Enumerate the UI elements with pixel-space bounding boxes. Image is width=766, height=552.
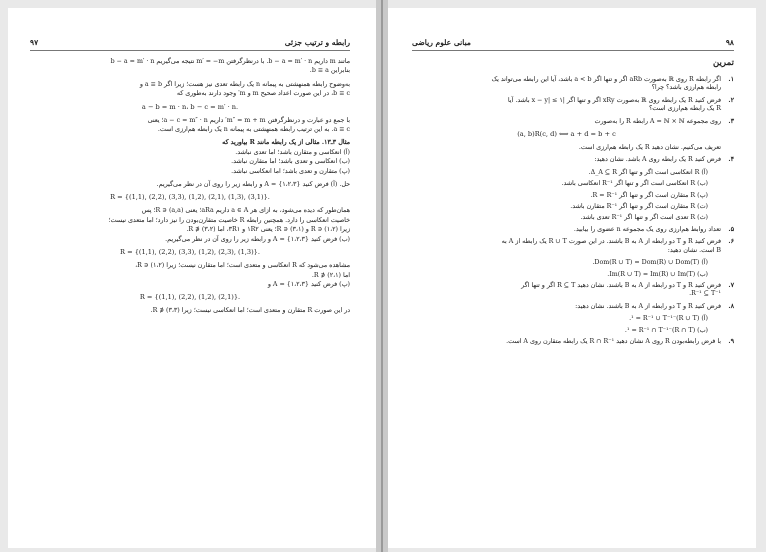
solution-line: حل. (آ) فرض کنید A = {۱،۲،۳} و رابطه زیر را روی آن در نظر می‌گیریم. bbox=[156, 181, 350, 189]
equation: R = {(1,1), (2,2), (3,3), (1,2), (2,3), (1,3)}. bbox=[120, 248, 260, 257]
exercise-number: ۴. bbox=[728, 156, 734, 164]
exercise-item bbox=[412, 238, 734, 255]
exercise-line: R⁻¹ ⊆ T⁻¹. bbox=[689, 290, 721, 298]
text-line: b ≡ c، در این صورت اعداد صحیح m و m′ وجود دارند به‌طوری که bbox=[176, 90, 350, 98]
sub-item: (آ) Dom(R ∪ T) = Dom(R) ∪ Dom(T). bbox=[592, 259, 708, 267]
sub-item: (آ) R انعکاسی است اگر و تنها اگر Δ_A ⊆ R. bbox=[588, 168, 708, 176]
text-line: بنابراین b ≡ a. bbox=[309, 67, 350, 75]
text-line: همان‌طور که دیده می‌شود، به ازای هر a ∈ A داریم aRa؛ یعنی (a,a) ∈ R؛ پس bbox=[141, 207, 350, 215]
sub-item: (پ) R متقارن است اگر و تنها اگر R = R⁻¹. bbox=[590, 191, 708, 199]
equation: R = {(1,1), (2,2), (3,3), (1,2), (2,1), (1,3), (3,1)}. bbox=[110, 193, 270, 202]
sub-item: (ب) R انعکاسی است اگر و تنها اگر R⁻¹ انعکاسی باشد. bbox=[561, 180, 708, 188]
exercise-item bbox=[412, 303, 734, 311]
text-line: زیرا (۱،۲) ∈ R و (۳،۱) ∈ R؛ یعنی ۱R۲ و ۳R۱، اما (۳،۲) ∉ R. bbox=[186, 226, 350, 234]
exercise-line: اگر رابطه R روی ℝ به‌صورت aRb اگر و تنها اگر a < b باشد، آیا این رابطه می‌تواند یک bbox=[491, 76, 721, 83]
exercise-number: ۸. bbox=[728, 302, 734, 310]
sub-item: (ب) (R ∩ T)⁻¹ = R⁻¹ ∩ T⁻¹. bbox=[624, 326, 708, 334]
sub-item: (ث) R تعدی است اگر و تنها اگر R⁻¹ تعدی باشد. bbox=[580, 214, 708, 222]
text-line: با جمع دو عبارت و درنظرگرفتن m″ = m + m′ داریم a − c = m″ · n؛ یعنی bbox=[147, 116, 350, 124]
text-line: (آ) انعکاسی و متقارن باشد؛ اما تعدی نباشد. bbox=[235, 148, 350, 156]
page-number: ۹۷ bbox=[30, 38, 39, 47]
section-title: تمرین bbox=[712, 58, 734, 68]
exercise-number: ۷. bbox=[728, 281, 734, 289]
exercise-line: روی مجموعه A = ℕ × ℕ رابطه R را به‌صورت bbox=[594, 117, 721, 125]
exercise-number: ۹. bbox=[728, 337, 734, 345]
page-97 bbox=[8, 8, 376, 548]
sub-item: (آ) (R ∪ T)⁻¹ = R⁻¹ ∪ T⁻¹. bbox=[629, 315, 708, 323]
exercise-line: با فرض رابطه‌بودن R روی A نشان دهید R ∩ R⁻¹ یک رابطه متقارن روی A است. bbox=[506, 337, 721, 345]
text-line: خاصیت انعکاسی را دارد. همچنین رابطه R خاصیت متقارن‌بودن را نیز دارد؛ اما متعدی نیست؛ bbox=[108, 216, 350, 224]
exercise-item bbox=[412, 282, 734, 299]
exercise-line: R یک رابطه هم‌ارزی است؟ bbox=[648, 105, 721, 113]
exercise-number: ۱. bbox=[728, 76, 734, 83]
text-line: (پ) متقارن و تعدی باشد؛ اما انعکاسی نباشد. bbox=[231, 167, 350, 175]
page-header bbox=[30, 38, 350, 51]
equation: R = {(1,1), (2,2), (1,2), (2,1)}. bbox=[139, 293, 241, 302]
text-line: در این صورت R متقارن و متعدی است؛ اما انعکاسی نیست؛ زیرا (۳،۳) ∉ R. bbox=[150, 307, 350, 315]
exercise-item bbox=[412, 76, 734, 93]
exercise-item bbox=[412, 118, 734, 153]
exercise-line: فرض کنید R و T دو رابطه از A به B باشند. نشان دهید: bbox=[575, 302, 721, 310]
text-line: ماتند m داریم b − a = m′ · n. با درنظرگرفتن m′ = −m نتیجه می‌گیریم b − a = m′ · n bbox=[110, 58, 350, 65]
sub-item: (ب) Im(R ∪ T) = Im(R) ∪ Im(T). bbox=[607, 270, 708, 278]
exercise-item bbox=[412, 338, 734, 346]
text-line: (ب) انعکاسی و تعدی باشد؛ اما متقارن نباشد. bbox=[231, 158, 350, 166]
page-number: ۹۸ bbox=[725, 38, 734, 47]
exercise-line: B است. نشان دهید: bbox=[667, 246, 721, 254]
exercise-item bbox=[412, 97, 734, 114]
exercise-line: تعریف می‌کنیم. نشان دهید R یک رابطه هم‌ارزی است. bbox=[578, 144, 721, 152]
text-line: مشاهده می‌شود که R انعکاسی و متعدی است؛ اما متقارن نیست؛ زیرا (۱،۲) ∈ R، bbox=[135, 262, 350, 270]
exercise-number: ۶. bbox=[728, 238, 734, 246]
exercise-item bbox=[412, 226, 734, 234]
equation: a − b = m · n، b − c = m′ · n. bbox=[141, 102, 239, 111]
exercise-line: فرض کنید R و T دو رابطه از A به B باشند. نشان دهید R ⊆ T اگر و تنها اگر bbox=[521, 281, 721, 289]
exercise-line: فرض کنید R یک رابطه روی A باشد. نشان دهید: bbox=[594, 156, 721, 164]
sub-item: (ت) R متقارن است اگر و تنها اگر R⁻¹ متقارن باشد. bbox=[570, 203, 708, 211]
text-line: a ≡ c. به این ترتیب رابطه همنهشتی به پیمانه n یک رابطه هم‌ارزی است. bbox=[157, 126, 350, 134]
exercise-number: ۵. bbox=[728, 225, 734, 233]
exercise-number: ۳. bbox=[728, 117, 734, 125]
exercise-line: تعداد روابط هم‌ارزی روی یک مجموعه n عضوی را بیابید. bbox=[573, 225, 721, 233]
text-line: به‌وضوح رابطه همنهشتی به پیمانه n یک رابطه تعدی نیز هست؛ زیرا اگر a ≡ b و bbox=[139, 80, 350, 88]
exercise-item bbox=[412, 156, 734, 164]
book-gutter bbox=[376, 0, 388, 552]
exercise-number: ۲. bbox=[728, 96, 734, 104]
page-header bbox=[412, 38, 734, 51]
text-line: (ب) فرض کنید A = {۱،۲،۳} و رابطه زیر را روی آن در نظر می‌گیریم. bbox=[165, 235, 350, 243]
text-line: (پ) فرض کنید A = {۱،۲،۳} و bbox=[267, 280, 350, 288]
header-title: رابطه و ترتیب جزئی bbox=[284, 38, 350, 47]
text-line: اما (۲،۱) ∉ R. bbox=[311, 271, 350, 279]
exercise-line: رابطه هم‌ارزی باشد؟ چرا؟ bbox=[651, 84, 721, 92]
exercise-line: فرض کنید R یک رابطه روی ℝ به‌صورت xRy اگر و تنها اگر |x − y| ≤ ۱ باشد. آیا bbox=[507, 96, 721, 104]
equation: (a, b)R(c, d) ⟺ a + d = b + c bbox=[517, 130, 616, 139]
exercise-line: فرض کنید R و T دو رابطه از A به B باشند. در این صورت R ∪ T یک رابطه از A به bbox=[501, 238, 721, 246]
header-title: مبانی علوم ریاضی bbox=[412, 38, 471, 47]
example-title: مثال ۳ـ۱۳. مثالی از یک رابطه مانند R بیاورید که bbox=[222, 139, 350, 147]
page-98 bbox=[388, 8, 756, 548]
